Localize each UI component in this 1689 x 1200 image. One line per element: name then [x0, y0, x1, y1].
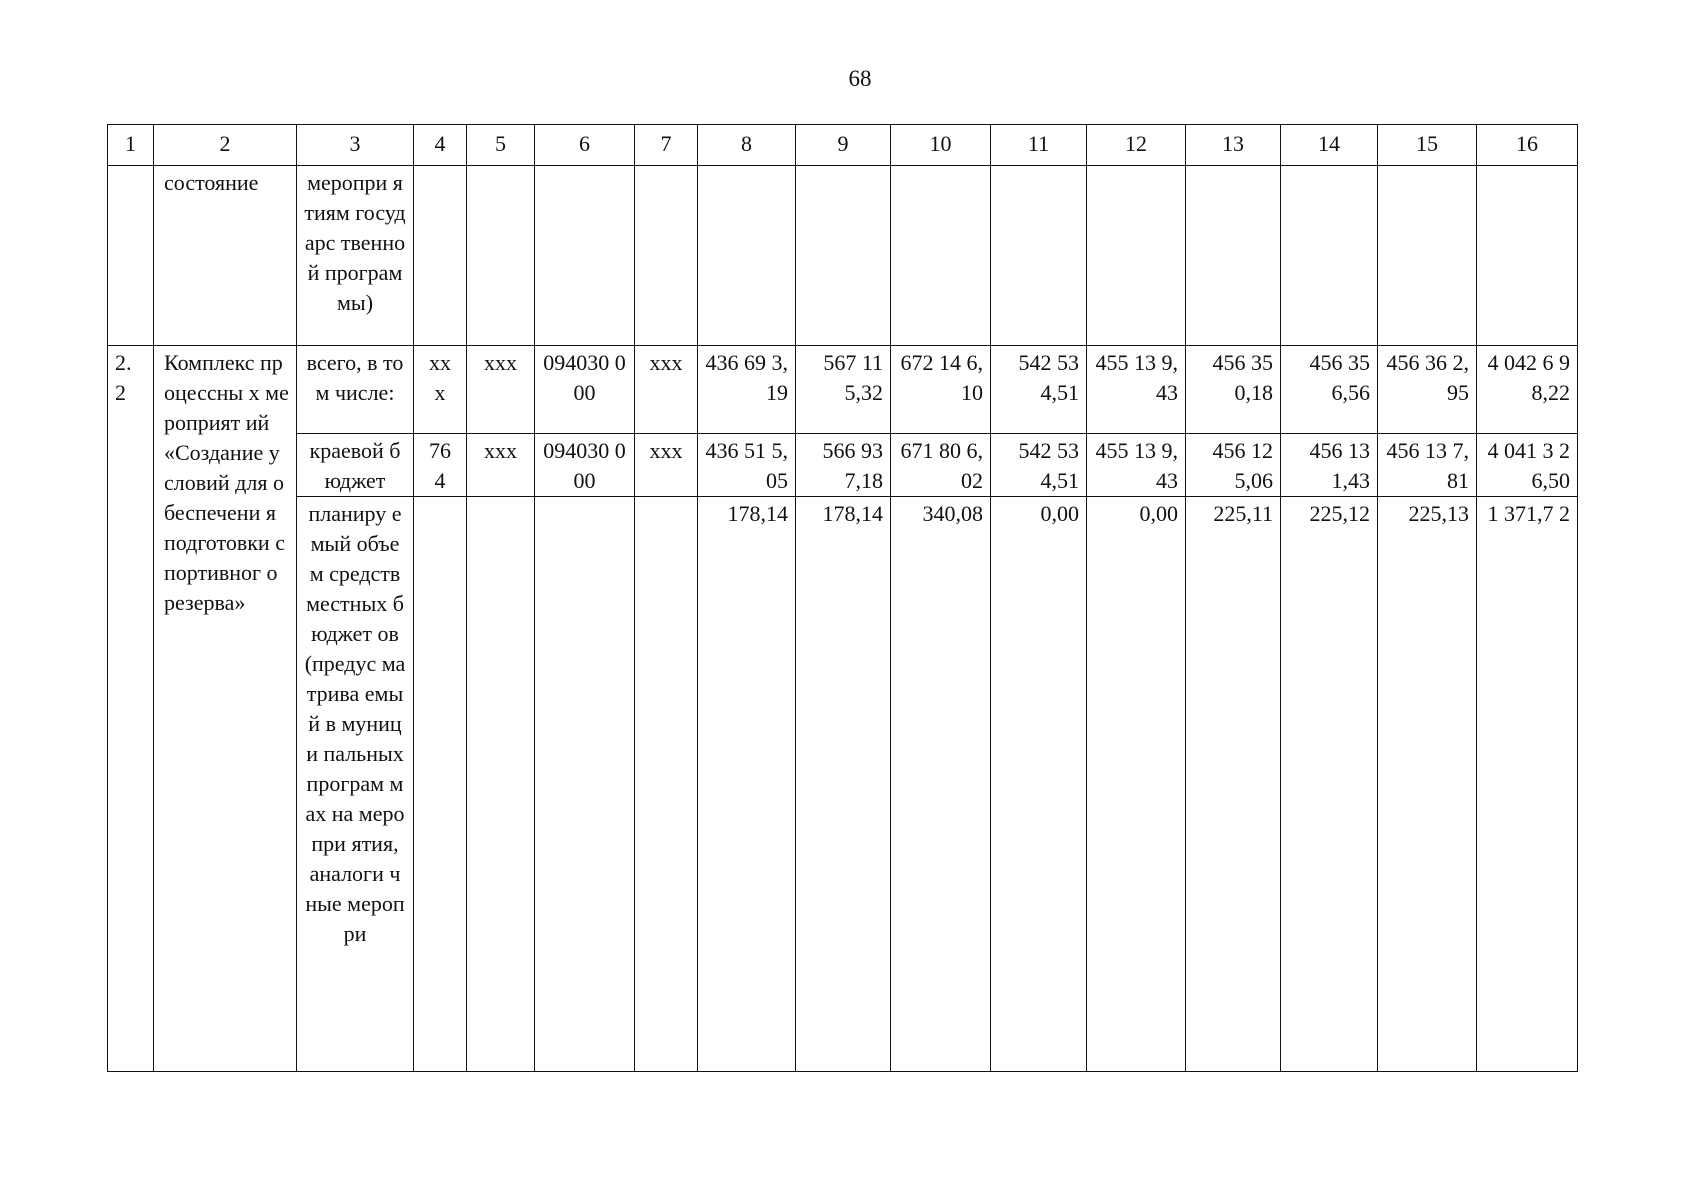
cell-value: 340,08: [891, 497, 991, 1072]
cell-value: 178,14: [698, 497, 796, 1072]
cell-empty: [698, 166, 796, 346]
cell-empty: [467, 166, 535, 346]
table-row-regional: [108, 434, 1578, 497]
cell-source: меропри ятиям государс твенной програм мы): [297, 166, 414, 346]
header-row: [108, 125, 1578, 166]
cell-empty: [635, 166, 698, 346]
header-cell: 9: [796, 125, 891, 166]
header-cell: 6: [535, 125, 635, 166]
cell-value: 455 13 9,43: [1087, 346, 1186, 434]
header-cell: 5: [467, 125, 535, 166]
table-row-continuation: [108, 166, 1578, 346]
header-cell: 13: [1186, 125, 1281, 166]
cell-value: 1 371,7 2: [1477, 497, 1578, 1072]
cell-value: 456 35 6,56: [1281, 346, 1378, 434]
cell-value: 456 13 1,43: [1281, 434, 1378, 497]
header-cell: 16: [1477, 125, 1578, 166]
cell-empty: [414, 166, 467, 346]
cell-empty: [1378, 166, 1477, 346]
cell-value: 456 13 7,81: [1378, 434, 1477, 497]
cell-empty: [1087, 166, 1186, 346]
cell-value: 225,11: [1186, 497, 1281, 1072]
cell-empty: [891, 166, 991, 346]
header-cell: 2: [154, 125, 297, 166]
cell-value: 671 80 6,02: [891, 434, 991, 497]
cell-value: 436 69 3,19: [698, 346, 796, 434]
cell-code: ххх: [635, 346, 698, 434]
header-cell: 14: [1281, 125, 1378, 166]
header-cell: 10: [891, 125, 991, 166]
cell-value: 456 36 2,95: [1378, 346, 1477, 434]
cell-value: 178,14: [796, 497, 891, 1072]
header-cell: 12: [1087, 125, 1186, 166]
cell-empty: [1477, 166, 1578, 346]
header-cell: 11: [991, 125, 1087, 166]
header-cell: 15: [1378, 125, 1477, 166]
cell-empty: [535, 166, 635, 346]
cell-code: ххх: [467, 434, 535, 497]
budget-table: [107, 124, 1578, 1072]
cell-value: 672 14 6,10: [891, 346, 991, 434]
cell-empty: [414, 497, 467, 1072]
cell-value: 456 35 0,18: [1186, 346, 1281, 434]
cell-empty: [635, 497, 698, 1072]
cell-name: состояние: [154, 166, 297, 346]
cell-value: 225,12: [1281, 497, 1378, 1072]
header-cell: 8: [698, 125, 796, 166]
cell-value: 4 042 6 98,22: [1477, 346, 1578, 434]
header-cell: 1: [108, 125, 154, 166]
cell-source: всего, в том числе:: [297, 346, 414, 434]
cell-value: 225,13: [1378, 497, 1477, 1072]
cell-empty: [1281, 166, 1378, 346]
header-cell: 7: [635, 125, 698, 166]
cell-empty: [796, 166, 891, 346]
cell-value: 0,00: [1087, 497, 1186, 1072]
cell-value: 455 13 9,43: [1087, 434, 1186, 497]
cell-value: 456 12 5,06: [1186, 434, 1281, 497]
cell-code: 094030 000: [535, 434, 635, 497]
cell-value: 436 51 5,05: [698, 434, 796, 497]
cell-value: 542 53 4,51: [991, 346, 1087, 434]
page-number: 68: [848, 66, 872, 91]
table-row-local: [108, 497, 1578, 1072]
cell-code: 094030 000: [535, 346, 635, 434]
cell-code: 76 4: [414, 434, 467, 497]
cell-empty: [108, 166, 154, 346]
cell-value: 566 93 7,18: [796, 434, 891, 497]
cell-item-number: 2. 2: [108, 346, 154, 1072]
cell-code: ххх: [635, 434, 698, 497]
cell-empty: [467, 497, 535, 1072]
cell-source: краевой бюджет: [297, 434, 414, 497]
cell-value: 0,00: [991, 497, 1087, 1072]
cell-empty: [535, 497, 635, 1072]
cell-value: 542 53 4,51: [991, 434, 1087, 497]
table-row-total: [108, 346, 1578, 434]
cell-value: 4 041 3 26,50: [1477, 434, 1578, 497]
header-cell: 4: [414, 125, 467, 166]
cell-source: планиру емый объем средств местных бюджет ов (предус матрива емый в муници пальных програм мах на меропри ятия, аналоги чные меропри: [297, 497, 414, 1072]
cell-empty: [1186, 166, 1281, 346]
cell-name: Комплекс процессны х мероприят ий «Создание условий для обеспечени я подготовки спортивног о резерва»: [154, 346, 297, 1072]
cell-code: хх х: [414, 346, 467, 434]
cell-empty: [991, 166, 1087, 346]
cell-value: 567 11 5,32: [796, 346, 891, 434]
header-cell: 3: [297, 125, 414, 166]
cell-code: ххх: [467, 346, 535, 434]
